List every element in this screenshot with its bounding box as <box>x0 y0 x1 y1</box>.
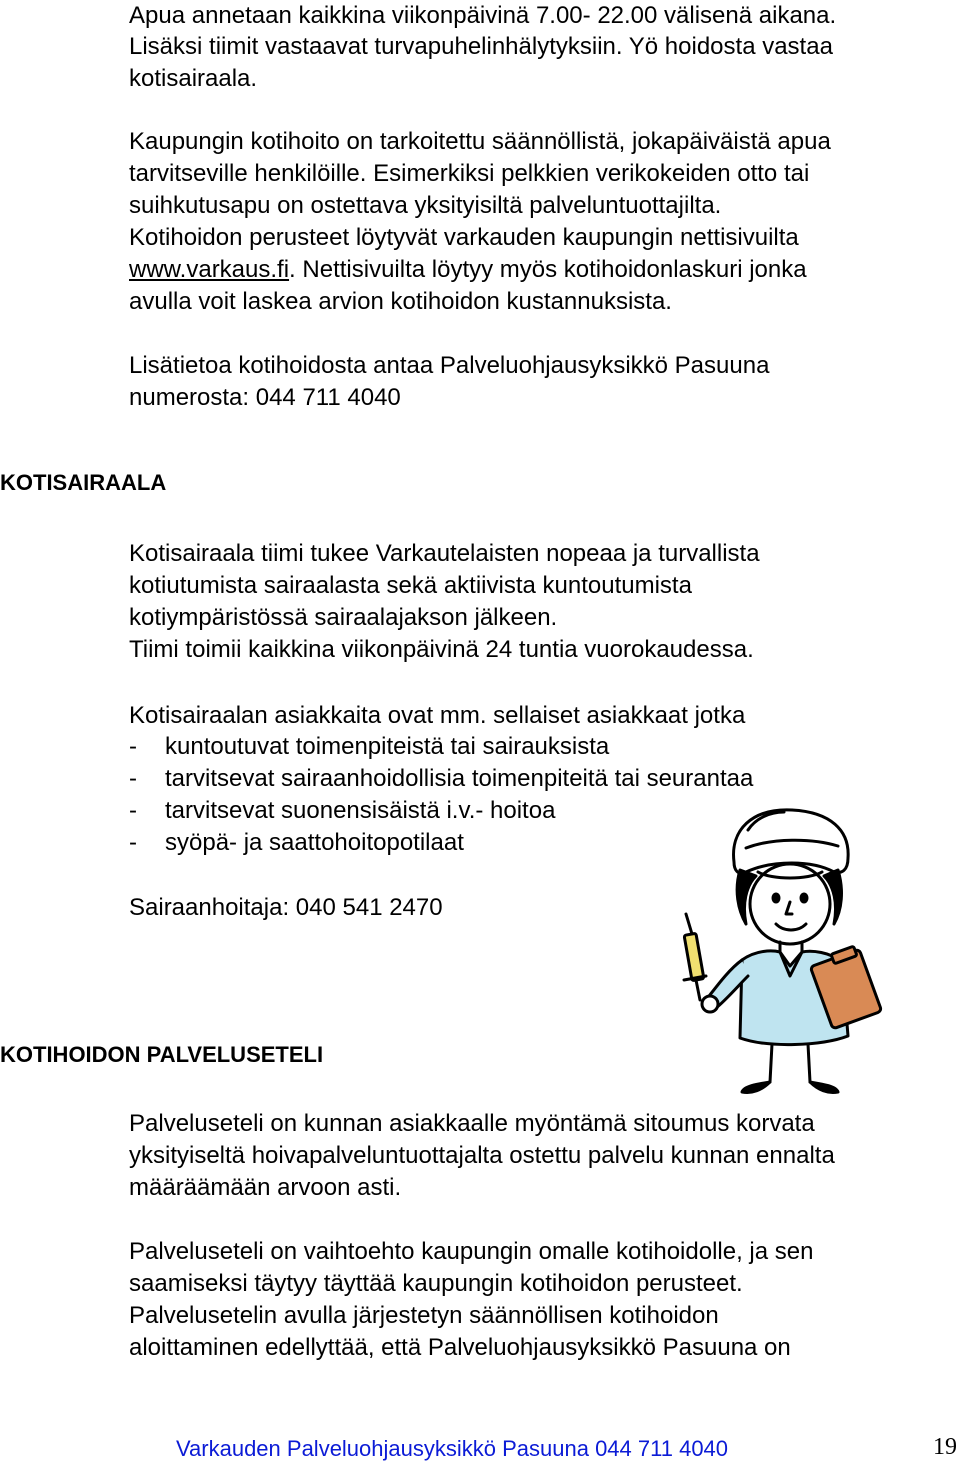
intro-line: kotisairaala. <box>129 65 258 92</box>
kotihoito-line: tarvitseville henkilöille. Esimerkiksi pelkkien verikokeiden otto tai <box>129 160 810 187</box>
varkaus-link[interactable]: www.varkaus.fi <box>129 256 290 283</box>
bullet-dash: - <box>129 765 137 792</box>
website-line <box>129 254 807 286</box>
info-line: Lisätietoa kotihoidosta antaa Palveluohjausyksikkö Pasuuna <box>129 352 770 379</box>
bullet-dash: - <box>129 733 137 760</box>
page-footer: Varkauden Palveluohjausyksikkö Pasuuna 044 711 4040 <box>176 1436 729 1461</box>
info-phone-line: numerosta: 044 711 4040 <box>129 384 401 411</box>
kotisairaala-line: kotiutumista sairaalasta sekä aktiivista kuntoutumista <box>129 572 692 599</box>
kotisairaala-heading: KOTISAIRAALA <box>0 470 167 495</box>
palveluseteli-line: Palveluseteli on kunnan asiakkaalle myöntämä sitoumus korvata <box>129 1110 815 1137</box>
kotihoito-line: suihkutusapu on ostettava yksityisiltä palveluntuottajilta. <box>129 192 722 219</box>
list-item <box>129 763 753 795</box>
list-item <box>129 795 555 827</box>
palveluseteli-heading: KOTIHOIDON PALVELUSETELI <box>0 1042 324 1067</box>
kotisairaala-line: kotiympäristössä sairaalajakson jälkeen. <box>129 604 558 631</box>
kotihoito-line: Kotihoidon perusteet löytyvät varkauden kaupungin nettisivuilta <box>129 224 799 251</box>
list-item-text: kuntoutuvat toimenpiteistä tai sairauksista <box>165 733 610 760</box>
list-item <box>129 827 464 859</box>
kotisairaala-line: Kotisairaala tiimi tukee Varkautelaisten nopeaa ja turvallista <box>129 540 760 567</box>
bullet-dash: - <box>129 797 137 824</box>
nurse-icon <box>672 800 934 1100</box>
list-item-text: tarvitsevat suonensisäistä i.v.- hoitoa <box>165 797 556 824</box>
palveluseteli-line: Palvelusetelin avulla järjestetyn säännöllisen kotihoidon <box>129 1302 719 1329</box>
nurse-phone: Sairaanhoitaja: 040 541 2470 <box>129 894 443 921</box>
palveluseteli-line: saamiseksi täytyy täyttää kaupungin kotihoidon perusteet. <box>129 1270 743 1297</box>
list-item-text: tarvitsevat sairaanhoidollisia toimenpiteitä tai seurantaa <box>165 765 754 792</box>
list-item <box>129 731 609 763</box>
kotisairaala-line: Tiimi toimii kaikkina viikonpäivinä 24 tuntia vuorokaudessa. <box>129 636 754 663</box>
page-number: 19 <box>933 1434 957 1460</box>
palveluseteli-line: yksityiseltä hoivapalveluntuottajalta ostettu palvelu kunnan ennalta <box>129 1142 835 1169</box>
intro-line: Lisäksi tiimit vastaavat turvapuhelinhälytyksiin. Yö hoidosta vastaa <box>129 33 833 60</box>
palveluseteli-line: aloittaminen edellyttää, että Palveluohjausyksikkö Pasuuna on <box>129 1334 791 1361</box>
intro-line: Apua annetaan kaikkina viikonpäivinä 7.00- 22.00 välisenä aikana. <box>129 2 837 29</box>
list-item-text: syöpä- ja saattohoitopotilaat <box>165 829 464 856</box>
website-line-text: . Nettisivuilta löytyy myös kotihoidonlaskuri jonka <box>289 256 807 283</box>
bullet-dash: - <box>129 829 137 856</box>
kotihoito-line: Kaupungin kotihoito on tarkoitettu säännöllistä, jokapäiväistä apua <box>129 128 831 155</box>
kotihoito-line: avulla voit laskea arvion kotihoidon kustannuksista. <box>129 288 672 315</box>
palveluseteli-line: Palveluseteli on vaihtoehto kaupungin omalle kotihoidolle, ja sen <box>129 1238 814 1265</box>
palveluseteli-line: määräämään arvoon asti. <box>129 1174 402 1201</box>
clients-intro: Kotisairaalan asiakkaita ovat mm. sellaiset asiakkaat jotka <box>129 702 746 729</box>
